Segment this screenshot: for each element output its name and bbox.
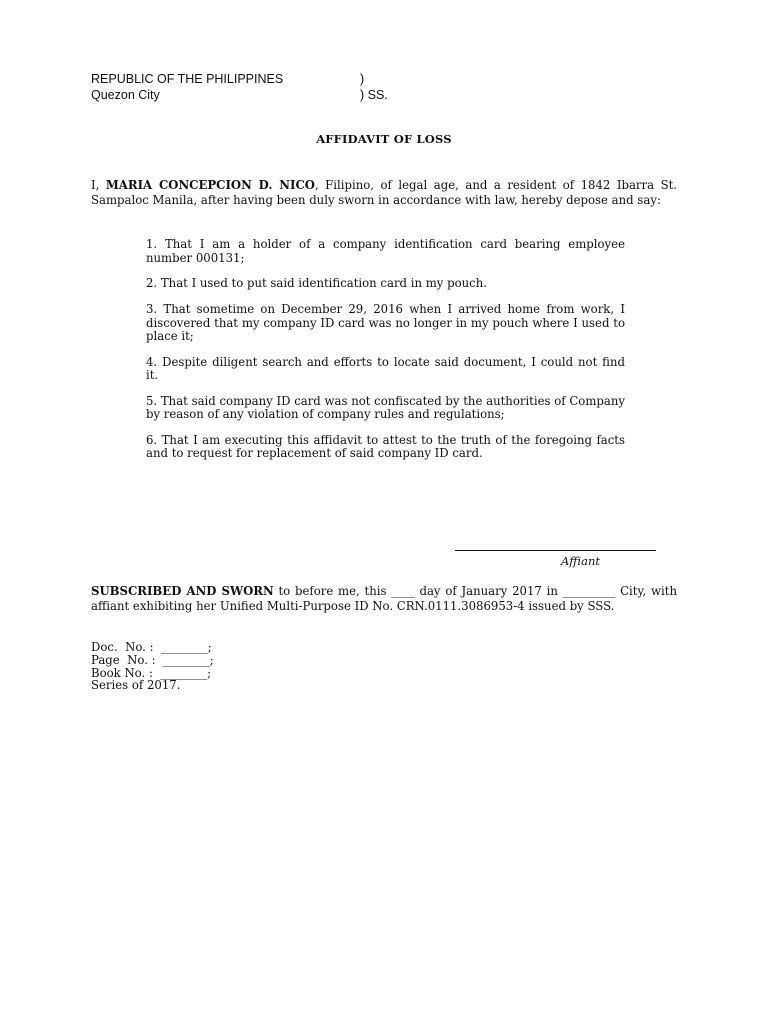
statement-list: [146, 238, 625, 473]
city-label: Quezon City: [91, 88, 160, 102]
notary-block: [91, 641, 214, 692]
republic-label: REPUBLIC OF THE PHILIPPINES: [91, 72, 284, 86]
page-number: Page No. : ________;: [91, 652, 214, 667]
venue-ss: ) SS.: [360, 88, 388, 102]
jurat-rest: to before me, this ____ day of January 2017 in _________ City, with affiant exhibiting her Unified Multi-Purpose ID No. CRN.0111.3086953-4 issued by SSS.: [91, 584, 677, 613]
affiant-name: MARIA CONCEPCION D. NICO: [105, 178, 315, 192]
signature-line: [455, 550, 656, 551]
intro-rest: , Filipino, of legal age, and a resident of 1842 Ibarra St. Sampaloc Manila, after having been duly sworn in accordance with law, hereby depose and say:: [91, 178, 677, 207]
statement-item: 4. Despite diligent search and efforts to locate said document, I could not find it.: [146, 354, 625, 382]
jurat-bold: SUBSCRIBED AND SWORN: [91, 584, 274, 598]
series-year: Series of 2017.: [91, 678, 181, 693]
statement-item: 5. That said company ID card was not confiscated by the authorities of Company by reason of any violation of company rules and regulations;: [146, 393, 625, 421]
statement-item: 2. That I used to put said identification card in my pouch.: [146, 276, 487, 290]
statement-item: 3. That sometime on December 29, 2016 when I arrived home from work, I discovered that my company ID card was no longer in my pouch where I used to place it;: [146, 302, 625, 343]
venue-row-republic: [91, 71, 411, 87]
intro-lead: I,: [91, 178, 106, 192]
document-title: AFFIDAVIT OF LOSS: [316, 132, 452, 146]
book-number: Book No. : ________;: [91, 665, 212, 680]
doc-number: Doc. No. : ________;: [91, 640, 212, 654]
statement-item: 1. That I am a holder of a company identification card bearing employee number 000131;: [146, 237, 625, 265]
intro-paragraph: [91, 178, 677, 207]
jurat-paragraph: [91, 584, 677, 613]
venue-paren: ): [360, 72, 365, 86]
statement-item: 6. That I am executing this affidavit to attest to the truth of the foregoing facts and to request for replacement of said company ID card.: [146, 432, 625, 460]
venue-caption: [91, 71, 411, 103]
venue-row-city: [91, 87, 411, 103]
affiant-label: Affiant: [560, 554, 600, 568]
